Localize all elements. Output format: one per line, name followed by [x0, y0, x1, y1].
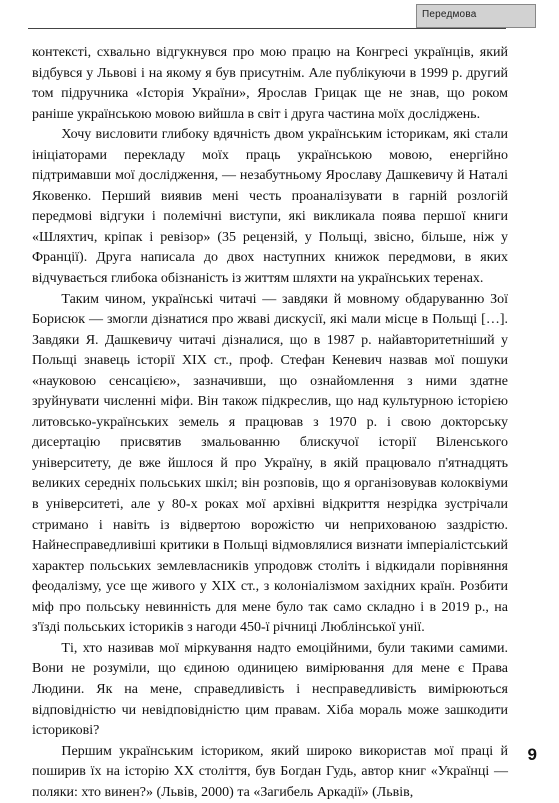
paragraph-2: Хочу висловити глибоку вдячність двом українським історикам, які стали ініціаторами перекладу моїх праць українською мовою, енергійно підтримавши мої дослідження, — незабутньому Ярославу Дашкевичу й Наталі Яковенко. Перший виявив мені честь проаналізувати в гарній розлогій передмові відгуки і полемічні виступи, які викликала поява першої книги «Шляхтич, кріпак і ревізор» (35 рецензій, у Польщі, звісно, більше, ніж у Франції). Друга написала до двох наступних книжок передмови, в яких відчувається глибока обізнаність із життям шляхти на українських теренах.: [32, 127, 508, 287]
paragraph-1: контексті, схвально відгукнувся про мою працю на Конгресі українців, який відбувся у Львові і на якому я був присутнім. Але публікуючи в 1999 р. другий том підручника «Історія України», Ярослав Грицак ще не знав, що роком раніше українською мовою вийшла в світ і друга частина моїх досліджень.: [32, 45, 508, 122]
running-header-title: Передмова: [422, 9, 477, 20]
page-body: [32, 43, 508, 803]
paragraph-3: Таким чином, українські читачі — завдяки й мовному обдаруванню Зої Борисюк — змогли дізнатися про жваві дискусії, які мали місце в Польщі […]. Завдяки Я. Дашкевичу читачі дізналися, що в 1987 р. найавторитетніший у Польщі знавець історії XIX ст., проф. Стефан Кеневич назвав мої пошуки «науковою сенсацією», зазначивши, що ознайомлення з ними здатне зруйнувати численні міфи. Він також підкреслив, що над культурною історією литовсько-українських земель я працював з 1970 р. і свою докторську дисертацію присвятив змальованню блискучої історії Віленського університету, де вже йшлося й про Україну, в якій працювало п'ятнадцять великих середніх польських шкіл; він розповів, що я організовував колоквіуми в університеті, але у 80-х роках мої архівні відкриття незрідка зустрічали стримано і навіть із відвертою ворожістю чи неприхованою заздрістю. Найнесправедливіші критики в Польщі відмовлялися визнати імперіалістський характер польських землевласників упродовж століть і відкидали порівняння феодалізму, усе ще живого у XIX ст., з колоніалізмом західних країн. Розбити міф про польську невинність для мене було так само складно і в 2019 р., на з'їзді польських істориків з нагоди 450-ї річниці Люблінської унії.: [32, 291, 508, 636]
page-number: 9: [527, 745, 537, 764]
paragraph-4: Ті, хто називав мої міркування надто емоційними, були такими самими. Вони не розуміли, що єдиною одиницею вимірювання для мене є Права Людини. Як на мене, справедливість і несправедливість вимірюються відповідністю чи невідповідністю цим правам. Хіба мораль може зашкодити історикові?: [32, 640, 508, 739]
header-rule: [28, 28, 506, 29]
paragraph-5: Першим українським істориком, який широко використав мої праці й поширив їх на історію XX століття, був Богдан Гудь, автор книг «Українці — поляки: хто винен?» (Львів, 2000) та «Загибель Аркадії» (Львів,: [32, 743, 508, 800]
